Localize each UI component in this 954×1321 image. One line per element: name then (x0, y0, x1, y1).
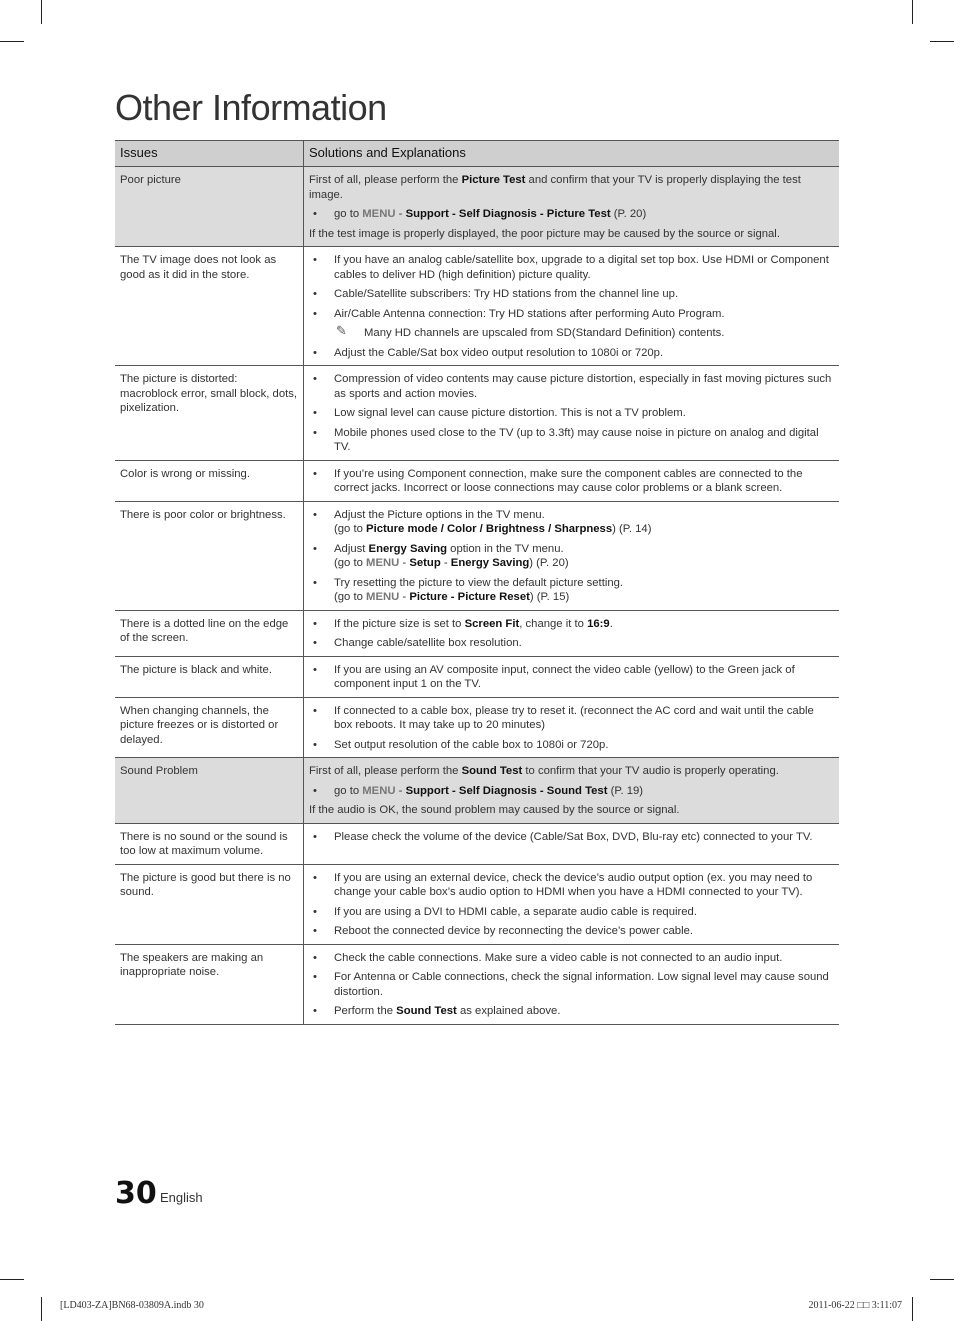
table-row (115, 247, 839, 366)
issue-cell: The picture is good but there is no sound. (115, 864, 304, 944)
text-run: Set output resolution of the cable box to 1080i or 720p. (334, 738, 609, 751)
list-item (309, 576, 834, 605)
bold-term: Picture Test (461, 174, 526, 186)
text-run: Perform the (334, 1005, 397, 1017)
text-run: Change cable/satellite box resolution. (334, 637, 522, 649)
bullet-list (309, 951, 834, 1019)
text-run: Air/Cable Antenna connection: Try HD stations after performing Auto Program. (334, 307, 725, 320)
text-run: Cable/Satellite subscribers: Try HD stations from the channel line up. (334, 288, 679, 300)
print-footer-timestamp: 2011-06-22 □□ 3:11:07 (808, 1300, 902, 1311)
text-run: - (395, 784, 406, 797)
note-pencil-icon: ✎ (336, 323, 347, 338)
list-item (309, 738, 834, 753)
list-item (309, 871, 834, 900)
list-item (309, 508, 834, 537)
list-item (309, 1004, 834, 1019)
text-run: First of all, please perform the (309, 174, 462, 186)
crop-mark (41, 0, 42, 24)
bullet-list (309, 871, 834, 939)
table-header-row (115, 141, 839, 167)
solution-cell (304, 460, 840, 501)
list-item (309, 207, 834, 222)
text-run: If the picture size is set to (334, 617, 465, 630)
table-row (115, 366, 839, 461)
text-run: (P. 20) (610, 208, 647, 220)
list-item (309, 467, 834, 496)
bold-term: Support - Self Diagnosis - Picture Test (405, 208, 611, 220)
text-run: . (609, 617, 613, 630)
crop-mark (0, 41, 24, 42)
page-number: 30 (115, 1176, 157, 1211)
table-row (115, 167, 839, 247)
solution-cell (304, 823, 840, 864)
issue-cell: There is poor color or brightness. (115, 501, 304, 610)
text-run: (P. 19) (607, 784, 644, 797)
issue-cell: There is a dotted line on the edge of the screen. (115, 610, 304, 656)
table-row (115, 656, 839, 697)
note (334, 323, 834, 341)
crop-mark (912, 1297, 913, 1321)
crop-mark (930, 1279, 954, 1280)
text-run: - (440, 557, 451, 569)
issue-cell: Sound Problem (115, 758, 304, 824)
text-run: ) (P. 15) (529, 591, 570, 603)
bullet-list (309, 784, 834, 799)
column-header-solutions: Solutions and Explanations (304, 141, 840, 167)
text-run: ) (P. 14) (612, 523, 652, 535)
bullet-list (309, 253, 834, 360)
issue-cell: When changing channels, the picture freezes or is distorted or delayed. (115, 697, 304, 758)
text-run: Mobile phones used close to the TV (up to 3.3ft) may cause noise in picture on analog and digital TV. (334, 426, 819, 453)
list-item (309, 617, 834, 632)
bullet-list (309, 830, 834, 845)
list-item (309, 346, 834, 361)
text-run: option in the TV menu. (447, 542, 564, 555)
text-run: If you’re using Component connection, make sure the component cables are connected to the correct jacks. Incorrect or loose connections may cause color problems or a blank screen. (334, 467, 803, 494)
bullet-list (309, 467, 834, 496)
issue-cell: The picture is distorted: macroblock error, small block, dots, pixelization. (115, 366, 304, 461)
text-run: ) (P. 20) (529, 557, 569, 569)
list-item (309, 406, 834, 421)
closing-text: If the audio is OK, the sound problem may caused by the source or signal. (309, 804, 680, 816)
list-item (309, 784, 834, 799)
table-row (115, 944, 839, 1024)
solution-cell (304, 247, 840, 366)
solution-cell (304, 944, 840, 1024)
table-row (115, 758, 839, 824)
bullet-list (309, 663, 834, 692)
bullet-list (309, 372, 834, 455)
bold-term: Picture - Picture Reset (409, 591, 530, 603)
solution-cell (304, 610, 840, 656)
table-row (115, 823, 839, 864)
list-item (309, 663, 834, 692)
text-run: Compression of video contents may cause picture distortion, especially in fast moving pictures such as sports and action movies. (334, 373, 832, 400)
troubleshooting-table (115, 140, 839, 1025)
text-run: If you have an analog cable/satellite box, upgrade to a digital set top box. Use HDMI or Component cables to deliver HD (high definition) picture quality. (334, 254, 829, 281)
text-run: , change it to (519, 617, 588, 630)
solution-cell (304, 366, 840, 461)
list-item (309, 372, 834, 401)
menu-term: MENU (362, 784, 396, 797)
list-item (309, 905, 834, 920)
table-row (115, 501, 839, 610)
text-run: (go to (334, 557, 367, 569)
list-item (309, 542, 834, 571)
crop-mark (41, 1297, 42, 1321)
list-item (309, 253, 834, 282)
text-run: If you are using an external device, check the device’s audio output option (ex. you may need to change your cable box’s audio option to HDMI when you have a HDMI connected to your TV). (334, 871, 813, 898)
list-item (309, 830, 834, 845)
text-run: - (399, 591, 410, 603)
list-item (309, 951, 834, 966)
intro-text (309, 764, 834, 779)
bullet-list (309, 207, 834, 222)
text-run: Check the cable connections. Make sure a video cable is not connected to an audio input. (334, 951, 783, 964)
issue-cell: The speakers are making an inappropriate noise. (115, 944, 304, 1024)
issue-cell: Poor picture (115, 167, 304, 247)
solution-cell (304, 501, 840, 610)
solution-cell (304, 656, 840, 697)
bold-term: Screen Fit (464, 617, 520, 630)
list-item (309, 287, 834, 302)
page-title: Other Information (115, 87, 387, 128)
text-run: Low signal level can cause picture distortion. This is not a TV problem. (334, 407, 686, 419)
page-language: English (160, 1190, 203, 1205)
bullet-list (309, 704, 834, 753)
menu-term: MENU (366, 557, 400, 569)
issue-cell: There is no sound or the sound is too low at maximum volume. (115, 823, 304, 864)
text-run: - (395, 208, 406, 220)
text-run: go to (334, 784, 363, 797)
bold-term: Support - Self Diagnosis - Sound Test (405, 784, 608, 797)
table-row (115, 697, 839, 758)
text-run: (go to (334, 591, 367, 603)
text-run: as explained above. (456, 1005, 561, 1017)
table-row (115, 610, 839, 656)
crop-mark (0, 1279, 24, 1280)
text-run: Adjust the Cable/Sat box video output resolution to 1080i or 720p. (334, 346, 664, 359)
table-row (115, 864, 839, 944)
text-run: Try resetting the picture to view the default picture setting. (334, 576, 624, 589)
text-run: Adjust the Picture options in the TV menu. (334, 508, 545, 521)
solution-cell (304, 697, 840, 758)
crop-mark (912, 0, 913, 24)
bold-term: 16:9 (587, 617, 610, 630)
note-text: Many HD channels are upscaled from SD(Standard Definition) contents. (364, 327, 725, 339)
list-item (309, 924, 834, 939)
issue-cell: The picture is black and white. (115, 656, 304, 697)
solution-cell (304, 864, 840, 944)
text-run: go to (334, 208, 363, 220)
menu-term: MENU (362, 208, 396, 220)
list-item (309, 970, 834, 999)
list-item (309, 704, 834, 733)
menu-term: MENU (366, 591, 400, 603)
text-run: (go to (334, 523, 367, 535)
text-run: Reboot the connected device by reconnecting the device’s power cable. (334, 925, 694, 937)
print-footer-file: [LD403-ZA]BN68-03809A.indb 30 (60, 1300, 204, 1311)
bullet-list (309, 508, 834, 605)
column-header-issues: Issues (115, 141, 304, 167)
text-run: Adjust (334, 542, 369, 555)
closing-text: If the test image is properly displayed, the poor picture may be caused by the source or signal. (309, 227, 780, 240)
list-item (309, 636, 834, 651)
crop-mark (930, 41, 954, 42)
bold-term: Energy Saving (368, 542, 448, 555)
text-run: Please check the volume of the device (Cable/Sat Box, DVD, Blu-ray etc) connected to your TV. (334, 830, 813, 843)
list-item (309, 426, 834, 455)
bullet-list (309, 617, 834, 651)
bold-term: Setup (409, 557, 441, 569)
bold-term: Energy Saving (450, 557, 530, 569)
table-body (115, 167, 839, 1025)
issue-cell: The TV image does not look as good as it did in the store. (115, 247, 304, 366)
text-run: and confirm that your TV is properly displaying the test image. (309, 174, 801, 201)
solution-cell (304, 167, 840, 247)
table-row (115, 460, 839, 501)
issue-cell: Color is wrong or missing. (115, 460, 304, 501)
intro-text (309, 173, 834, 202)
text-run: If you are using a DVI to HDMI cable, a separate audio cable is required. (334, 905, 697, 918)
list-item (309, 307, 834, 341)
text-run: For Antenna or Cable connections, check the signal information. Low signal level may cause sound distortion. (334, 971, 829, 998)
bold-term: Sound Test (461, 765, 523, 777)
text-run: to confirm that your TV audio is properly operating. (522, 765, 779, 777)
text-run: If connected to a cable box, please try to reset it. (reconnect the AC cord and wait until the cable box reboots. It may take up to 20 minutes) (334, 704, 814, 731)
bold-term: Picture mode / Color / Brightness / Sharpness (366, 523, 613, 535)
solution-cell (304, 758, 840, 824)
text-run: First of all, please perform the (309, 765, 462, 777)
text-run: If you are using an AV composite input, connect the video cable (yellow) to the Green jack of component input 1 on the TV. (334, 663, 795, 690)
text-run: - (399, 557, 410, 569)
bold-term: Sound Test (396, 1005, 457, 1017)
